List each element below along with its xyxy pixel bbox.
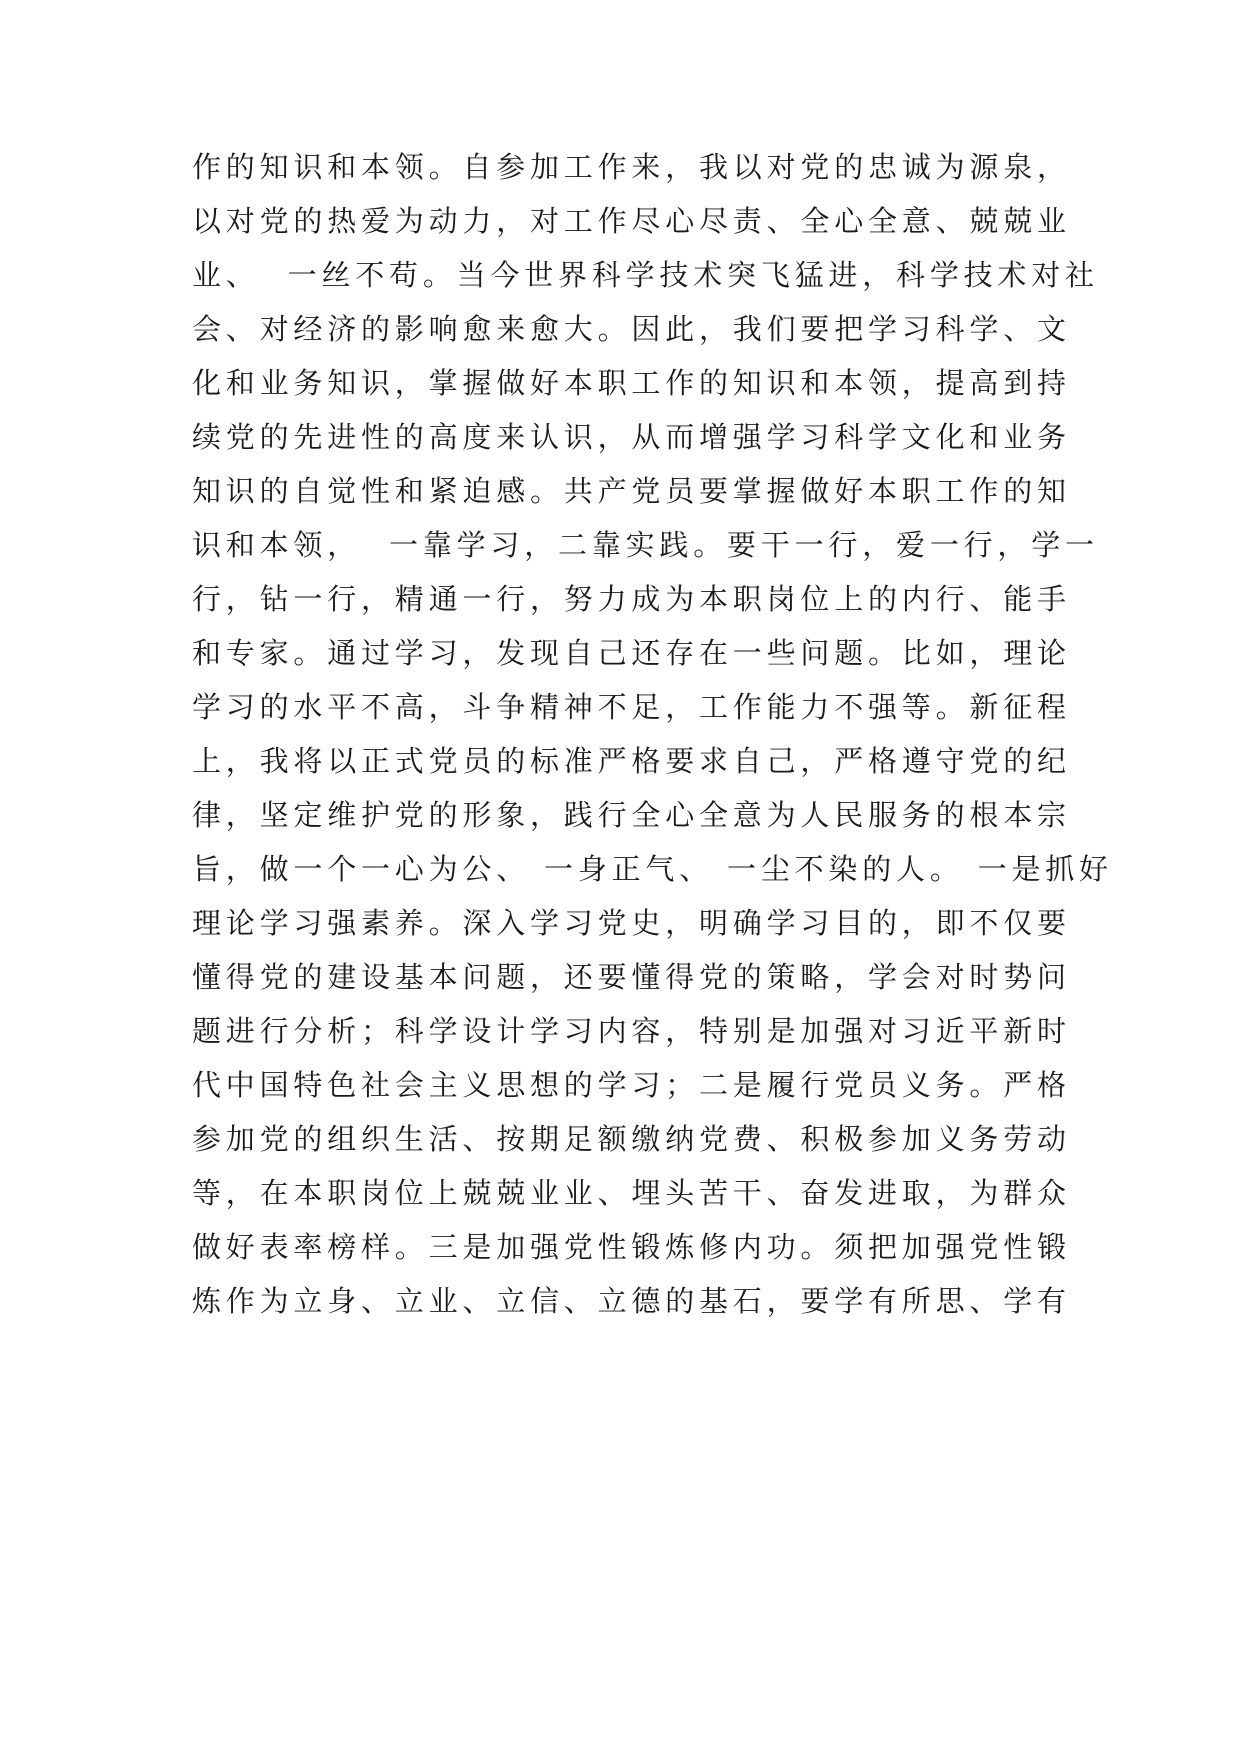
text-line: 以对党的热爱为动力，对工作尽心尽责、全心全意、兢兢业	[192, 204, 1071, 238]
text-line: 和专家。通过学习，发现自己还存在一些问题。比如，理论	[192, 636, 1071, 670]
text-line: 理论学习强素养。深入学习党史，明确学习目的，即不仅要	[192, 906, 1071, 940]
text-line: 题进行分析；科学设计学习内容，特别是加强对习近平新时	[192, 1014, 1071, 1048]
text-line: 代中国特色社会主义思想的学习；二是履行党员义务。严格	[192, 1068, 1071, 1102]
text-line: 炼作为立身、立业、立信、立德的基石，要学有所思、学有	[192, 1284, 1071, 1318]
text-line: 作的知识和本领。自参加工作来，我以对党的忠诚为源泉，	[192, 150, 1071, 184]
text-line: 旨，做一个一心为公、 一身正气、 一尘不染的人。 一是抓好	[192, 852, 1113, 886]
text-line: 知识的自觉性和紧迫感。共产党员要掌握做好本职工作的知	[192, 474, 1071, 508]
text-line: 律，坚定维护党的形象，践行全心全意为人民服务的根本宗	[192, 798, 1071, 832]
text-line: 等，在本职岗位上兢兢业业、埋头苦干、奋发进取，为群众	[192, 1176, 1071, 1210]
text-line: 做好表率榜样。三是加强党性锻炼修内功。须把加强党性锻	[192, 1230, 1071, 1264]
text-line: 上，我将以正式党员的标准严格要求自己，严格遵守党的纪	[192, 744, 1071, 778]
text-line: 化和业务知识，掌握做好本职工作的知识和本领，提高到持	[192, 366, 1071, 400]
text-line: 参加党的组织生活、按期足额缴纳党费、积极参加义务劳动	[192, 1122, 1071, 1156]
body-text	[192, 140, 1113, 1328]
text-line: 续党的先进性的高度来认识，从而增强学习科学文化和业务	[192, 420, 1071, 454]
text-line: 会、对经济的影响愈来愈大。因此，我们要把学习科学、文	[192, 312, 1071, 346]
text-line: 懂得党的建设基本问题，还要懂得党的策略，学会对时势问	[192, 960, 1071, 994]
text-line: 学习的水平不高，斗争精神不足，工作能力不强等。新征程	[192, 690, 1071, 724]
text-line: 业、 一丝不苟。当今世界科学技术突飞猛进，科学技术对社	[192, 258, 1099, 292]
text-line: 行，钻一行，精通一行，努力成为本职岗位上的内行、能手	[192, 582, 1071, 616]
text-line: 识和本领， 一靠学习，二靠实践。要干一行，爱一行，学一	[192, 528, 1099, 562]
